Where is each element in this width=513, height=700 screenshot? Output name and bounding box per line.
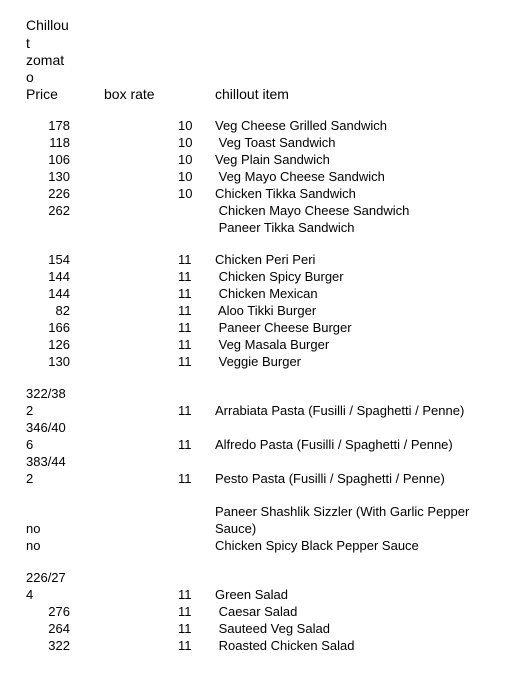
row-item: Green Salad: [215, 587, 288, 602]
row-box-rate: 10: [178, 169, 193, 184]
row-price: 130: [48, 354, 70, 369]
row-box-rate: 11: [178, 604, 192, 619]
row-item: Caesar Salad: [215, 604, 298, 619]
row-price: 106: [48, 152, 70, 167]
row-box-rate: 10: [178, 118, 193, 133]
row-item: Chicken Mayo Cheese Sandwich: [215, 203, 410, 218]
row-box-rate: 11: [178, 638, 192, 653]
title-line-3: zomat: [26, 52, 65, 68]
row-item: Veg Mayo Cheese Sandwich: [215, 169, 385, 184]
row-price: 322: [48, 638, 70, 653]
row-price: 276: [48, 604, 70, 619]
row-item: Sauteed Veg Salad: [215, 621, 330, 636]
column-header-box-rate: box rate: [104, 86, 155, 102]
row-box-rate: 11: [178, 320, 192, 335]
row-price: 118: [49, 135, 70, 150]
row-price: 4: [26, 587, 34, 602]
row-price: 2: [26, 403, 34, 418]
row-item: Veg Cheese Grilled Sandwich: [215, 118, 387, 133]
row-item: Chicken Spicy Burger: [215, 269, 344, 284]
row-price: 226/27: [26, 570, 66, 585]
row-price: 322/38: [26, 386, 66, 401]
row-box-rate: 11: [178, 286, 192, 301]
row-price: 2: [26, 471, 34, 486]
row-box-rate: 11: [178, 337, 192, 352]
row-box-rate: 11: [178, 587, 192, 602]
row-price: no: [26, 521, 41, 536]
row-item: Veg Plain Sandwich: [215, 152, 330, 167]
row-item: Veggie Burger: [215, 354, 302, 369]
row-box-rate: 11: [178, 437, 192, 452]
row-box-rate: 11: [178, 403, 192, 418]
column-header-item: chillout item: [215, 86, 289, 102]
row-price: 154: [48, 252, 70, 267]
row-box-rate: 10: [178, 186, 193, 201]
row-box-rate: 11: [178, 621, 192, 636]
column-header-price: Price: [26, 86, 58, 102]
row-price: no: [26, 538, 41, 553]
row-price: 264: [48, 621, 70, 636]
row-box-rate: 10: [178, 135, 193, 150]
row-price: 144: [48, 286, 70, 301]
title-line-2: t: [26, 35, 30, 51]
row-item: Pesto Pasta (Fusilli / Spaghetti / Penne): [215, 471, 445, 486]
row-price: 383/44: [26, 454, 66, 469]
row-price: 6: [26, 437, 34, 452]
row-price: 226: [48, 186, 70, 201]
title-line-1: Chillou: [26, 17, 69, 33]
row-item: Paneer Tikka Sandwich: [215, 220, 355, 235]
row-price: 82: [55, 303, 70, 318]
row-item: Chicken Mexican: [215, 286, 318, 301]
row-price: 126: [48, 337, 70, 352]
row-item: Chicken Spicy Black Pepper Sauce: [215, 538, 419, 553]
row-price: 144: [48, 269, 70, 284]
title-line-4: o: [26, 69, 34, 85]
row-box-rate: 10: [178, 152, 193, 167]
row-box-rate: 11: [178, 269, 192, 284]
row-box-rate: 11: [178, 354, 192, 369]
row-item: Sauce): [215, 521, 257, 536]
row-price: 166: [48, 320, 70, 335]
row-price: 178: [48, 118, 70, 133]
row-item: Veg Masala Burger: [215, 337, 330, 352]
row-price: 130: [48, 169, 70, 184]
row-price: 346/40: [26, 420, 66, 435]
row-item: Paneer Cheese Burger: [215, 320, 352, 335]
row-item: Chicken Peri Peri: [215, 252, 316, 267]
row-box-rate: 11: [178, 471, 192, 486]
row-item: Paneer Shashlik Sizzler (With Garlic Pepper: [215, 504, 470, 519]
row-item: Chicken Tikka Sandwich: [215, 186, 356, 201]
row-item: Veg Toast Sandwich: [215, 135, 336, 150]
row-item: Arrabiata Pasta (Fusilli / Spaghetti / Penne): [215, 403, 465, 418]
row-item: Roasted Chicken Salad: [215, 638, 355, 653]
row-item: Aloo Tikki Burger: [215, 303, 317, 318]
row-box-rate: 11: [178, 252, 192, 267]
row-price: 262: [48, 203, 70, 218]
row-box-rate: 11: [178, 303, 192, 318]
row-item: Alfredo Pasta (Fusilli / Spaghetti / Penne): [215, 437, 453, 452]
